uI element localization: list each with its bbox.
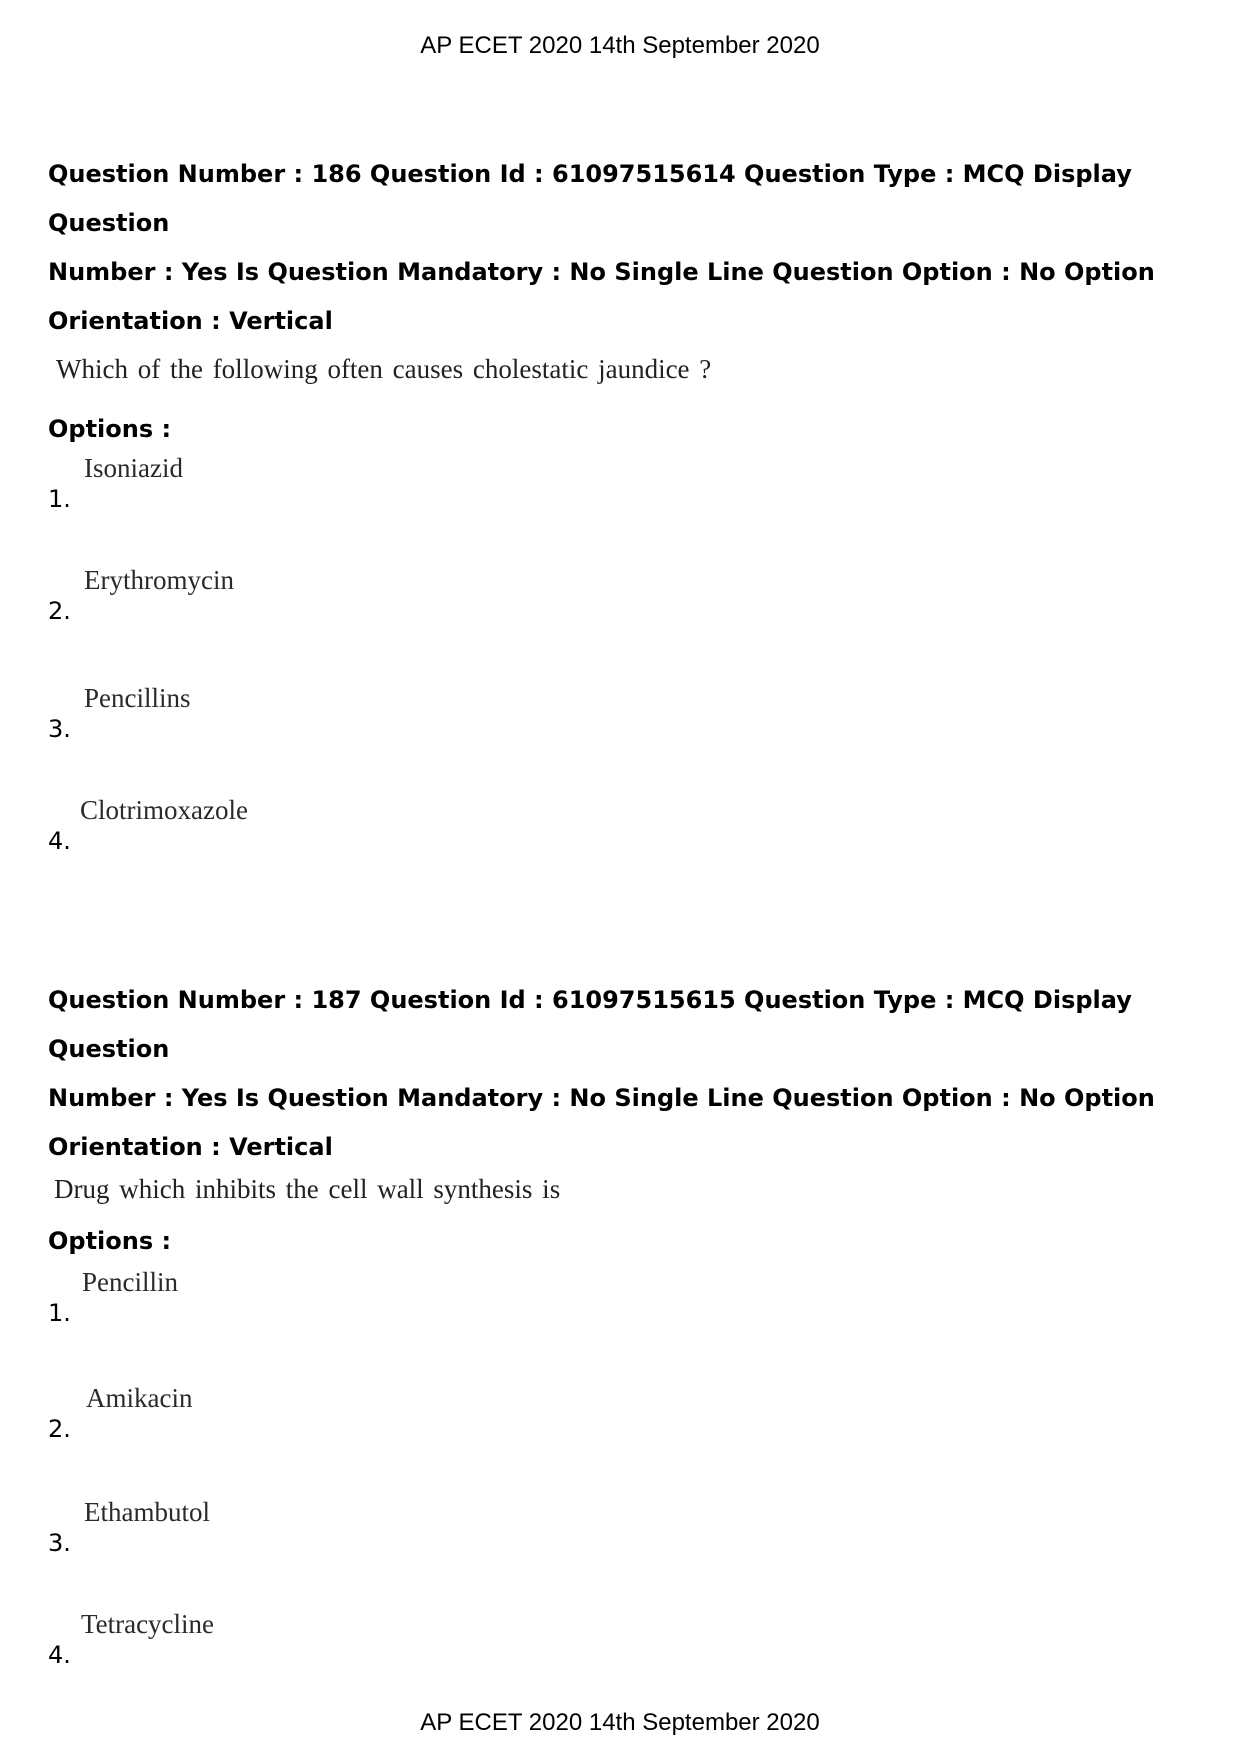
option-text: Clotrimoxazole xyxy=(80,795,248,825)
option-item xyxy=(48,683,648,743)
option-text: Amikacin xyxy=(86,1383,193,1413)
option-item xyxy=(48,1609,648,1669)
option-item xyxy=(48,1497,648,1557)
option-item xyxy=(48,1267,648,1327)
option-number: 4. xyxy=(48,827,71,855)
option-text: Erythromycin xyxy=(84,565,234,595)
option-text: Isoniazid xyxy=(84,453,183,483)
question-meta-line: Number : Yes Is Question Mandatory : No Single Line Question Option : No Option xyxy=(48,258,1155,286)
option-number: 1. xyxy=(48,485,71,513)
question-meta-line: Question Number : 187 Question Id : 61097515615 Question Type : MCQ Display Question xyxy=(48,986,1132,1063)
option-text: Ethambutol xyxy=(84,1497,210,1527)
options-label: Options : xyxy=(48,415,172,443)
option-text: Tetracycline xyxy=(81,1609,215,1639)
page-header: AP ECET 2020 14th September 2020 xyxy=(420,32,820,59)
option-number: 1. xyxy=(48,1299,71,1327)
option-number: 3. xyxy=(48,1529,71,1557)
question-block xyxy=(48,150,1198,855)
question-block xyxy=(48,976,1198,1669)
option-item xyxy=(48,565,648,625)
question-meta-line: Number : Yes Is Question Mandatory : No Single Line Question Option : No Option xyxy=(48,1084,1155,1112)
question-meta-line: Orientation : Vertical xyxy=(48,307,333,335)
option-number: 4. xyxy=(48,1641,71,1669)
option-text: Pencillin xyxy=(82,1267,178,1297)
question-text: Which of the following often causes cholestatic jaundice ? xyxy=(56,354,712,384)
option-number: 2. xyxy=(48,597,71,625)
question-text: Drug which inhibits the cell wall synthesis is xyxy=(54,1174,561,1204)
option-item xyxy=(48,453,648,513)
option-item xyxy=(48,1383,648,1443)
page-footer: AP ECET 2020 14th September 2020 xyxy=(420,1709,820,1736)
option-number: 2. xyxy=(48,1415,71,1443)
option-item xyxy=(48,795,648,855)
options-label: Options : xyxy=(48,1227,172,1255)
option-number: 3. xyxy=(48,715,71,743)
question-meta-line: Question Number : 186 Question Id : 61097515614 Question Type : MCQ Display Question xyxy=(48,160,1132,237)
question-meta-line: Orientation : Vertical xyxy=(48,1133,333,1161)
option-text: Pencillins xyxy=(84,683,191,713)
